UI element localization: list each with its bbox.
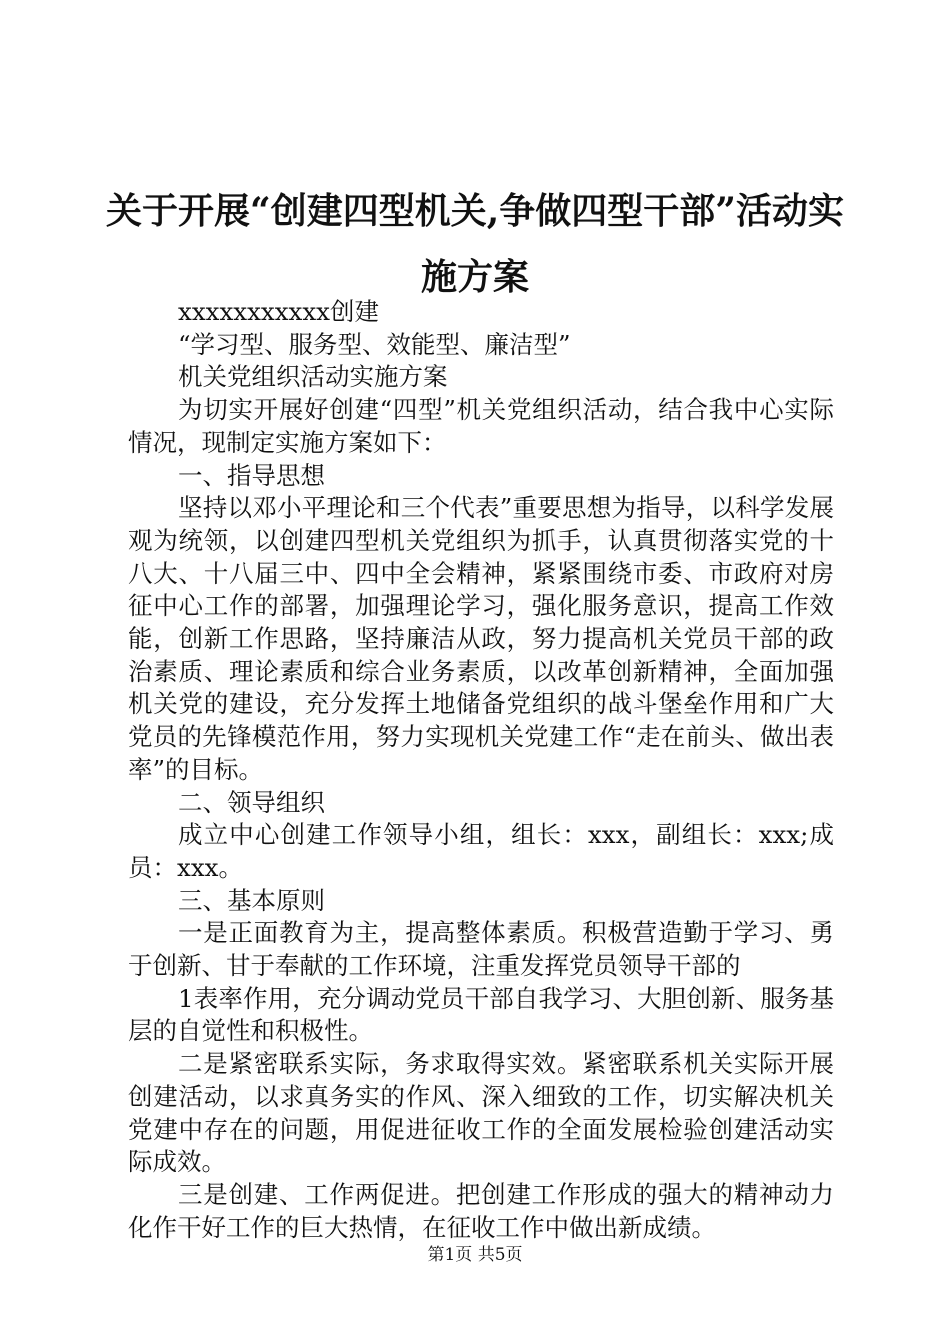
paragraph-principle-3: 三是创建、工作两促进。把创建工作形成的强大的精神动力化作干好工作的巨大热情，在征收工作中做出新成绩。 [128, 1179, 834, 1242]
section-heading-leadership: 二、领导组织 [178, 787, 325, 817]
section-heading-guiding: 一、指导思想 [178, 460, 325, 490]
paragraph-leadership: 成立中心创建工作领导小组，组长：xxx，副组长：xxx;成员：xxx。 [128, 820, 834, 882]
paragraph-principle-1: 一是正面教育为主，提高整体素质。积极营造勤于学习、勇于创新、甘于奉献的工作环境，注重发挥党员领导干部的 [128, 918, 834, 981]
paragraph-guiding: 坚持以邓小平理论和三个代表”重要思想为指导，以科学发展观为统领，以创建四型机关党组织为抓手，认真贯彻落实党的十八大、十八届三中、四中全会精神，紧紧围绕市委、市政府对房征中心工作的部署，加强理论学习，强化服务意识，提高工作效能，创新工作思路，坚持廉洁从政，努力提高机关党员干部的政治素质、理论素质和综合业务素质，以改革创新精神，全面加强机关党的建设，充分发挥土地储备党组织的战斗堡垒作用和广大党员的先锋模范作用，努力实现机关党建工作“走在前头、做出表率”的目标。 [128, 493, 834, 784]
document-title: 关于开展“创建四型机关,争做四型干部”活动实施方案 [106, 190, 844, 298]
paragraph-intro: 为切实开展好创建“四型”机关党组织活动，结合我中心实际情况，现制定实施方案如下： [128, 395, 834, 457]
paragraph-principle-2: 二是紧密联系实际，务求取得实效。紧密联系机关实际开展创建活动，以求真务实的作风、深入细致的工作，切实解决机关党建中存在的问题，用促进征收工作的全面发展检验创建活动实际成效。 [128, 1049, 834, 1177]
paragraph-plan-name: 机关党组织活动实施方案 [178, 362, 448, 392]
paragraph-org-line: xxxxxxxxxxx创建 [178, 297, 379, 326]
document-body [128, 296, 834, 1244]
paragraph-subtitle-types: “学习型、服务型、效能型、廉洁型” [178, 329, 571, 359]
section-heading-principles: 三、基本原则 [178, 885, 325, 915]
paragraph-principle-1-cont: 1表率作用，充分调动党员干部自我学习、大胆创新、服务基层的自觉性和积极性。 [128, 983, 834, 1046]
page-footer: 第1页 共5页 [427, 1245, 523, 1265]
